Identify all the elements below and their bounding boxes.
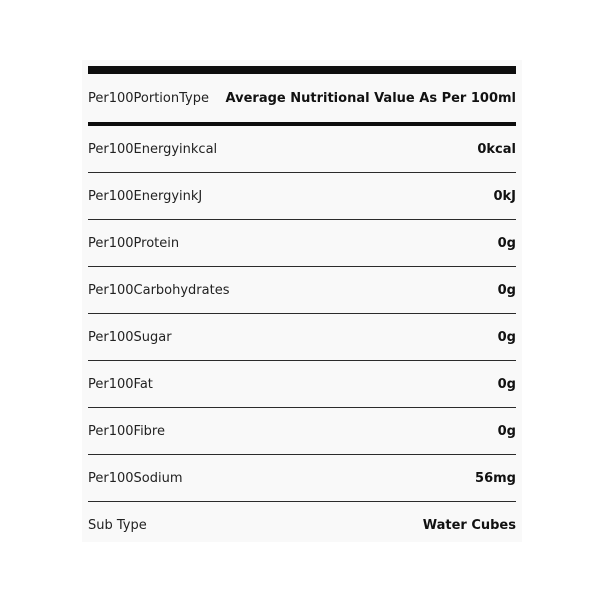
row-value: 0g bbox=[497, 235, 516, 251]
row-label: Per100EnergyinkJ bbox=[88, 188, 203, 204]
table-row-protein bbox=[88, 220, 516, 267]
table-row-sodium bbox=[88, 455, 516, 502]
row-value: 0g bbox=[497, 329, 516, 345]
table-header-row bbox=[88, 74, 516, 126]
row-label: Sub Type bbox=[88, 518, 147, 533]
row-label: Per100Sodium bbox=[88, 470, 183, 486]
row-value: 0kJ bbox=[493, 188, 516, 204]
row-value: 0g bbox=[497, 282, 516, 298]
top-rule bbox=[88, 66, 516, 74]
table-row-energy-kj bbox=[88, 173, 516, 220]
table-row-carbohydrates bbox=[88, 267, 516, 314]
header-label: Per100PortionType bbox=[88, 90, 209, 106]
row-value: Water Cubes bbox=[422, 518, 516, 533]
table-row-energy-kcal bbox=[88, 126, 516, 173]
row-value: 0g bbox=[497, 376, 516, 392]
row-label: Per100Fat bbox=[88, 376, 153, 392]
table-row-sugar bbox=[88, 314, 516, 361]
nutrition-table bbox=[88, 66, 516, 549]
row-label: Per100Carbohydrates bbox=[88, 282, 230, 298]
table-row-fibre bbox=[88, 408, 516, 455]
row-label: Per100Energyinkcal bbox=[88, 141, 218, 157]
table-row-fat bbox=[88, 361, 516, 408]
row-label: Per100Fibre bbox=[88, 423, 165, 439]
header-value: Average Nutritional Value As Per 100ml bbox=[225, 90, 516, 106]
row-label: Per100Sugar bbox=[88, 329, 172, 345]
row-value: 0kcal bbox=[477, 141, 516, 157]
row-value: 0g bbox=[497, 423, 516, 439]
row-value: 56mg bbox=[475, 470, 516, 486]
row-label: Per100Protein bbox=[88, 235, 180, 251]
table-row-sub-type bbox=[88, 502, 516, 549]
